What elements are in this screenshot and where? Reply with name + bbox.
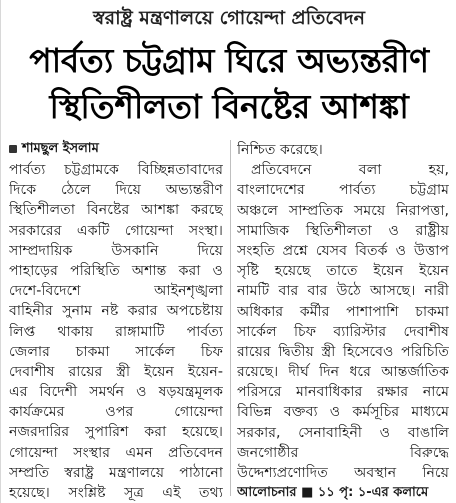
body-line: গোয়েন্দা সংস্থার এমন প্রতিবেদন [9,444,223,461]
body-line: সরকার, সেনাবাহিনী ও বাঙালি [237,424,449,441]
body-line: পার্বত্য চট্টগ্রামকে বিচ্ছিন্নতাবাদের [9,162,223,178]
headline [1,38,456,130]
body-line: কার্যক্রমের ওপর গোয়েন্দা [9,404,223,421]
body-line: এর বিদেশী সমর্থন ও ষড়যন্ত্রমূলক [9,384,223,401]
body-line: অধিকার কর্মীর পাশাপাশি চাকমা [237,303,449,320]
body-line: সার্কেল চিফ ব্যারিস্টার দেবাশীষ [237,323,449,340]
column-divider [230,140,231,496]
kicker: স্বরাষ্ট্র মন্ত্রণালয়ে গোয়েন্দা প্রতিবেদন [93,7,365,29]
headline-line-2: স্থিতিশীলতা বিনষ্টের আশঙ্কা [49,87,409,126]
body-line: সংহতি প্রশ্নে যেসব বিতর্ক ও উত্তাপ [237,242,449,259]
body-line: নজরদারির সুপারিশ করা হয়েছে। [9,424,223,441]
body-line: উদ্দেশ্যপ্রণোদিত অবস্থান নিয়ে [237,465,449,482]
body-line: দেবাশীষ রায়ের স্ত্রী ইয়েন ইয়েন- [9,363,223,380]
body-line: নিশ্চিত করেছে। [237,142,323,158]
byline-author: শামছুল ইসলাম [22,141,99,156]
right-column [237,140,449,503]
body-line: রায়ের দ্বিতীয় স্ত্রী হিসেবেও পরিচিতি [237,343,449,360]
body-line: হয়েছে। সংশ্লিষ্ট সূত্র এই তথ্য [9,485,223,501]
body-line: পাহাড়ের পরিস্থিতি অশান্ত করা ও [9,262,223,279]
body-line: বাহিনীর সুনাম নষ্ট করার অপচেষ্টায় [9,303,223,320]
body-line: বিভিন্ন বক্তব্য ও কর্মসূচির মাধ্যমে [237,404,449,421]
body-line: সৃষ্টি হয়েছে তাতে ইয়েন ইয়েন [237,263,449,280]
body-line: স্থিতিশীলতা বিনষ্টের আশঙ্কা করছে [9,202,223,219]
body-line: জনগোষ্ঠীর বিরুদ্ধে [237,444,449,461]
headline-line-1: পার্বত্য চট্টগ্রাম ঘিরে অভ্যন্তরীণ [29,41,429,80]
continuation-note: আলোচনার ■ ১১ পৃ: ১-এর কলামে [237,485,429,501]
body-line: অঞ্চলে সাম্প্রতিক সময়ে নিরাপত্তা, [237,202,449,219]
body-line: প্রতিবেদনে বলা হয়, [251,162,449,179]
body-line: সামাজিক স্থিতিশীলতা ও রাষ্ট্রীয় [237,222,449,239]
body-line: দেশে-বিদেশে আইনশৃঙ্খলা [9,283,223,300]
body-line: সাম্প্রদায়িক উসকানি দিয়ে [9,242,223,259]
body-line: সরকারের একটি গোয়েন্দা সংস্থা। [9,222,223,239]
body-line: সম্প্রতি স্বরাষ্ট্র মন্ত্রণালয়ে পাঠানো [9,464,223,481]
body-line: পরিসরে মানবাধিকার রক্ষার নামে [237,384,449,401]
body-line: জেলার চাকমা সার্কেল চিফ [9,343,223,360]
body-line: বাংলাদেশের পার্বত্য চট্টগ্রাম [237,182,449,199]
square-bullet-icon [9,145,17,153]
body-line: লিপ্ত থাকায় রাঙ্গামাটি পার্বত্য [9,323,223,340]
body-line: নামটি বার বার উঠে আসছে। নারী [237,283,449,300]
body-line: দিকে ঠেলে দিয়ে অভ্যন্তরীণ [9,182,223,199]
byline [9,141,99,157]
left-column [9,160,223,503]
body-line: রয়েছে। দীর্ঘ দিন ধরে আন্তর্জাতিক [237,364,449,381]
